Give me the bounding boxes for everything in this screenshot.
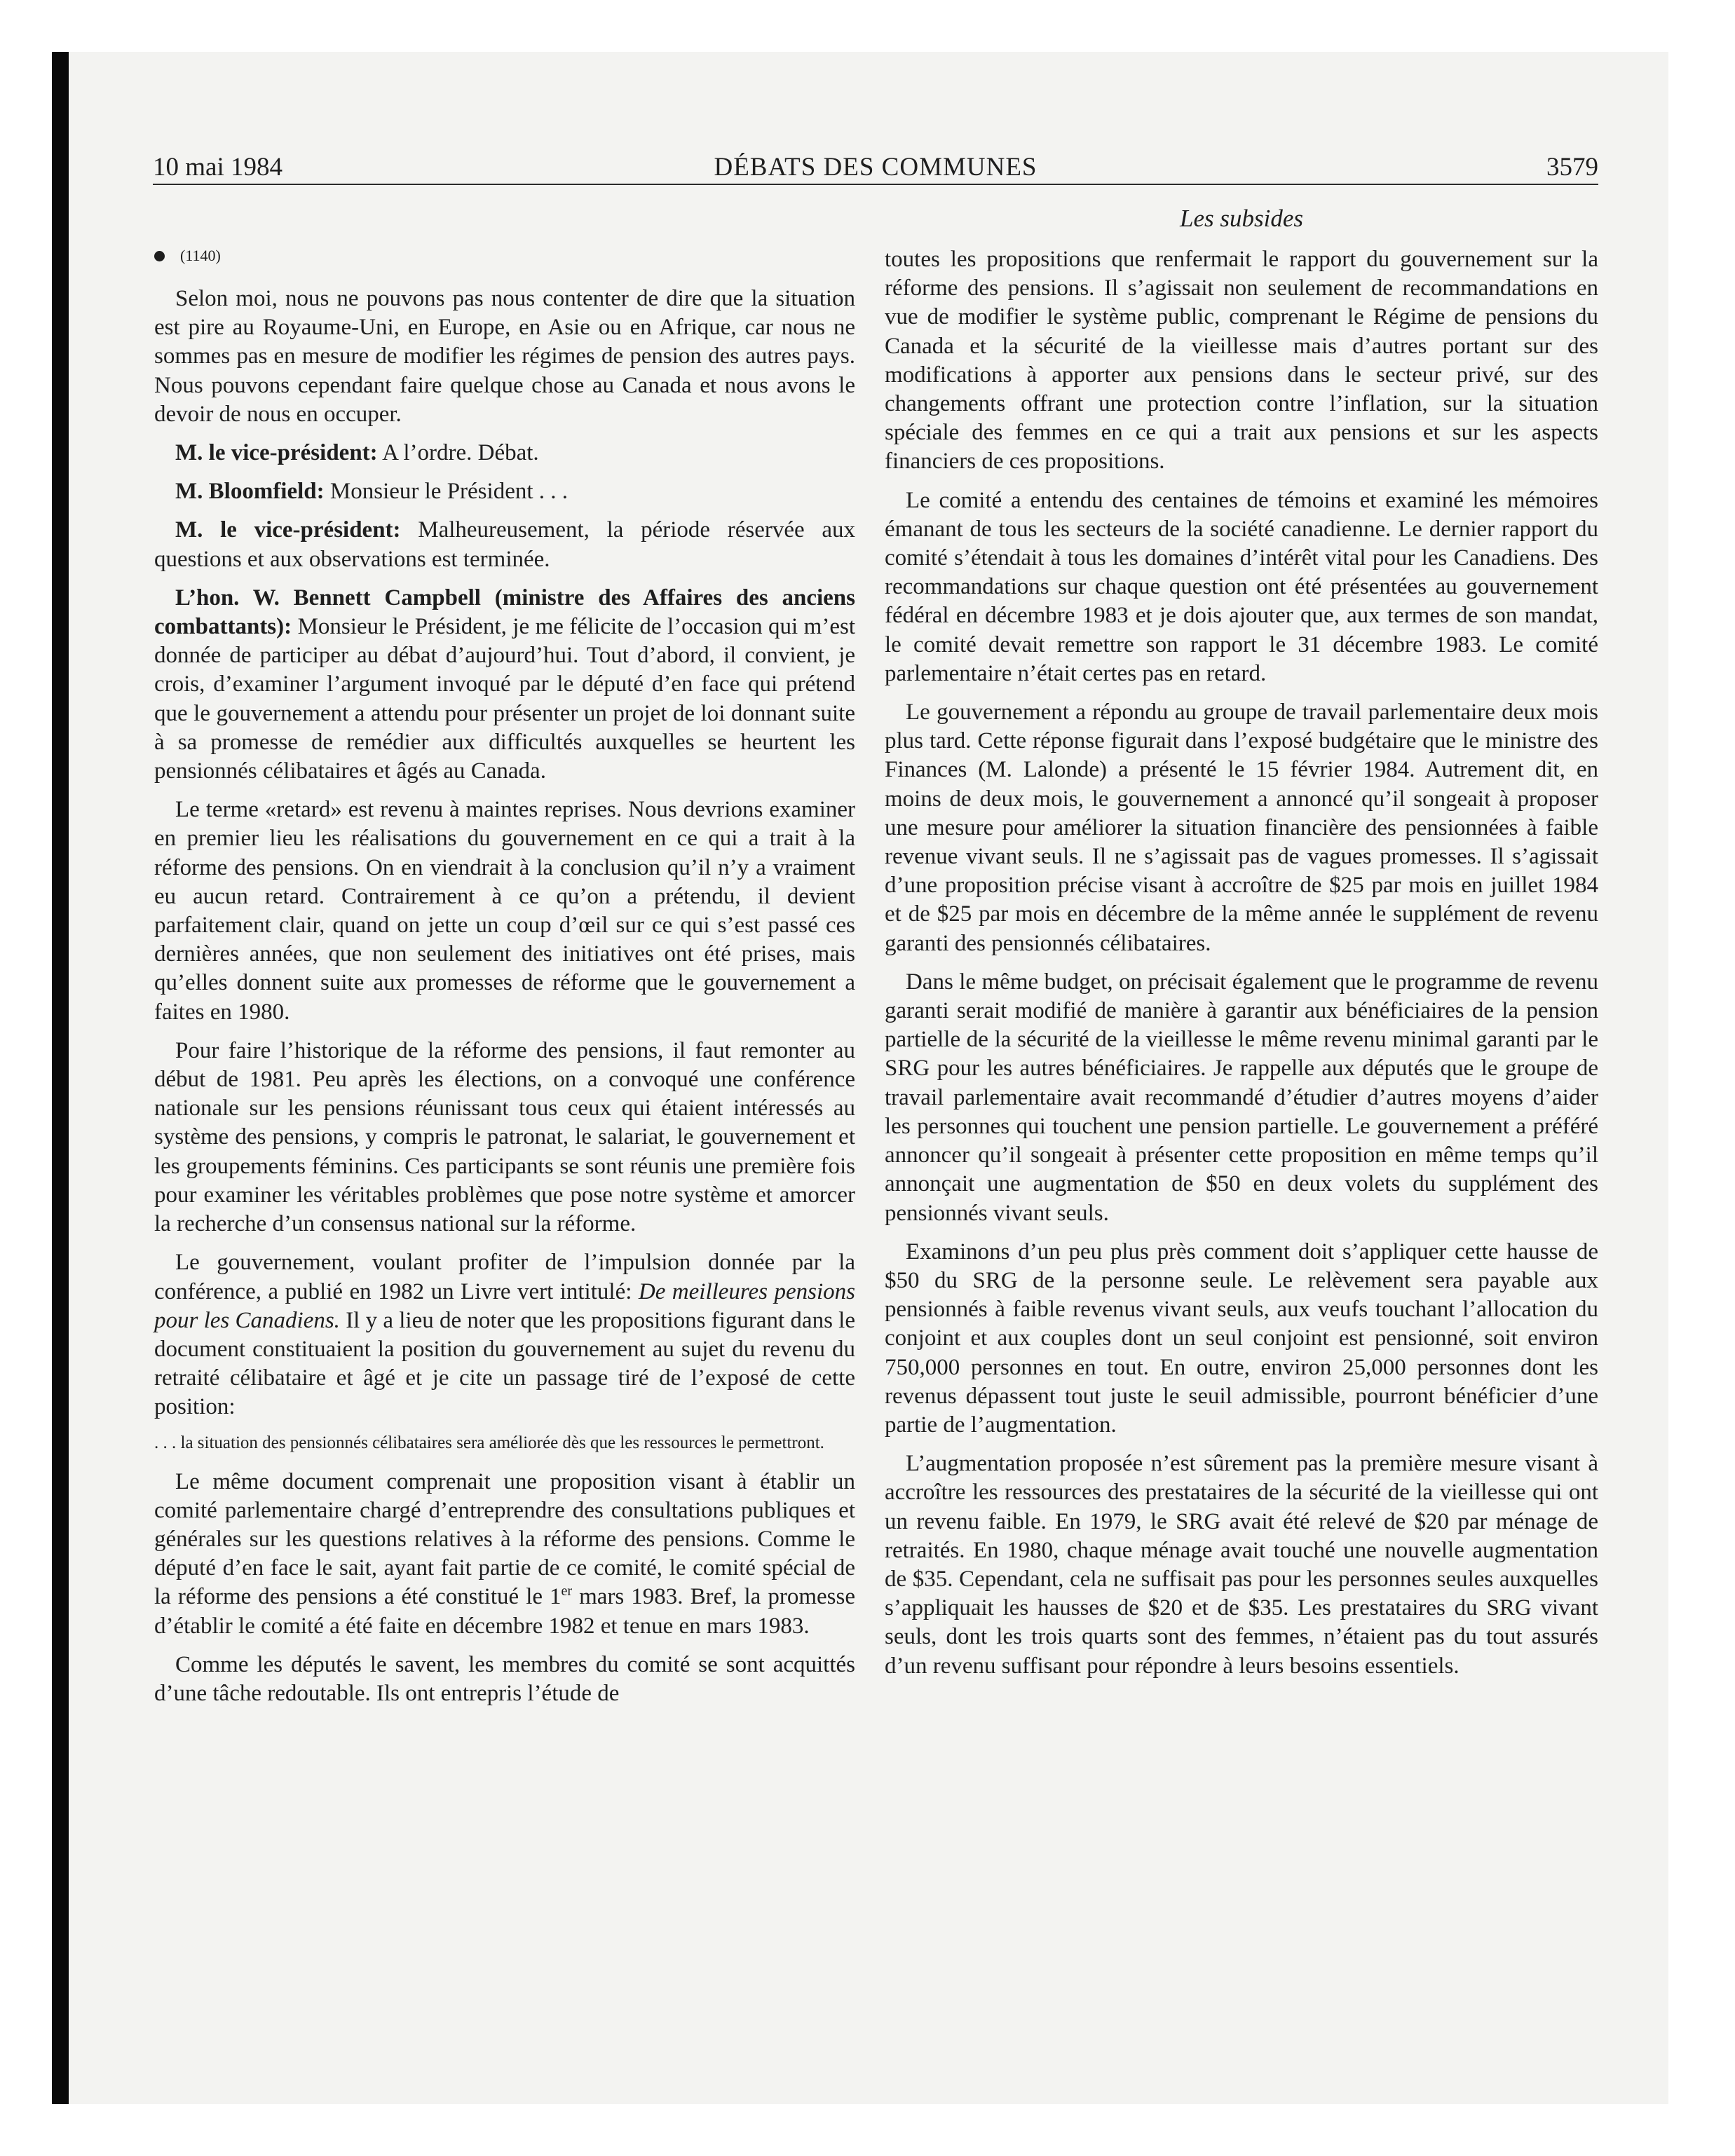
paragraph: L’augmentation proposée n’est sûrement pas la première mesure visant à accroître les ressources des prestataires de la sécurité de la vieillesse qui ont un revenu faible. En 1979, le SRG avait été relevé de $20 par ménage de retraités. En 1980, chaque ménage avait touché une nouvelle augmentation de $35. Cependant, cela ne suffisait pas pour les personnes seules auxquelles s’appliquait les hausses de $20 et de $35. Les prestataires du SRG vivant seuls, dont les trois quarts sont des femmes, n’étaient pas du tout assurés d’un revenu suffisant pour répondre à leurs besoins essentiels.	[885, 1451, 1598, 1679]
paragraph	[154, 584, 855, 786]
paragraph: Comme les députés le savent, les membres du comité se sont acquittés d’une tâche redoutable. Ils ont entrepris l’étude de	[154, 1651, 855, 1706]
speaker-name: M. le vice-président:	[175, 517, 401, 543]
header-date: 10 mai 1984	[153, 153, 283, 182]
speech-text: Monsieur le Président, je me félicite de l’occasion qui m’est donnée de participer au débat d’aujourd’hui. Tout d’abord, il convient, je crois, d’examiner l’argument invoqué par le député d’en face qui prétend que le gouvernement a attendu pour présenter un projet de loi donnant suite à sa promesse de remédier aux difficultés auxquelles se heurtent les pensionnés célibataires et âgés au Canada.	[154, 614, 855, 784]
paragraph: Pour faire l’historique de la réforme des pensions, il faut remonter au début de 1981. Peu après les élections, on a convoqué une conférence nationale sur les pensions réunissant tous ceux qui étaient intéressés au système des pensions, y compris le patronat, le salariat, le gouvernement et les groupements féminins. Ces participants se sont réunis une première fois pour examiner les véritables problèmes que pose notre système et amorcer la recherche d’un consensus national sur la réforme.	[154, 1037, 855, 1237]
document-title: De meilleures pensions pour les Canadiens.	[154, 1278, 856, 1333]
time-marker-text: (1140)	[180, 247, 221, 264]
page-number: 3579	[1546, 153, 1598, 182]
paragraph: Le gouvernement a répondu au groupe de travail parlementaire deux mois plus tard. Cette réponse figurait dans l’exposé budgétaire que le ministre des Finances (M. Lalonde) a présenté le 15 février 1984. Autrement dit, en moins de deux mois, le gouvernement a annoncé qu’il songeait à proposer une mesure pour améliorer la situation financière des pensionnées à faible revenue vivant seuls. Il ne s’agissait pas de vagues promesses. Il s’agissait d’une proposition précise visant à accroître de $25 par mois en juillet 1984 et de $25 par mois en décembre de la même année le supplément de revenu garanti des pensionnés célibataires.	[885, 700, 1598, 956]
left-column	[154, 245, 855, 1718]
scan-edge	[52, 52, 69, 2104]
block-quote: . . . la situation des pensionnés célibataires sera améliorée dès que les ressources le permettront.	[154, 1433, 824, 1452]
speech-text: A l’ordre. Débat.	[377, 440, 539, 466]
bullet-icon	[154, 251, 165, 261]
text-run: Il y a lieu de noter que les propositions figurant dans le document constituaient la position du gouvernement au sujet du revenu du retraité célibataire et âgé et je cite un passage tiré de l’exposé de cette position:	[154, 1307, 855, 1420]
paragraph	[154, 1248, 855, 1421]
paragraph: Le comité a entendu des centaines de témoins et examiné les mémoires émanant de tous les secteurs de la société canadienne. Le dernier rapport du comité s’étendait à tous les domaines d’intérêt vital pour les Canadiens. Des recommandations sur chaque question ont été présentées au gouvernement fédéral en décembre 1983 et je dois ajouter que, aux termes de son mandat, le comité devait remettre son rapport le 31 décembre 1983. Le comité parlementaire n’était certes pas en retard.	[885, 487, 1598, 686]
time-marker	[154, 245, 855, 266]
paragraph: Le terme «retard» est revenu à maintes reprises. Nous devrions examiner en premier lieu les réalisations du gouvernement en ce qui a trait à la réforme des pensions. On en viendrait à la conclusion qu’il n’y a vraiment eu aucun retard. Contrairement à ce qu’on a prétendu, il devient parfaitement clair, quand on jette un coup d’œil sur ce qui s’est passé ces dernières années, que non seulement des initiatives ont été prises, mais qu’elles donnent suite aux promesses de réforme que le gouvernement a faites en 1980.	[154, 797, 855, 1025]
paragraph	[154, 516, 855, 573]
paragraph	[154, 477, 855, 506]
header-rule	[153, 184, 1598, 185]
superscript: er	[561, 1583, 573, 1599]
paragraph: toutes les propositions que renfermait le rapport du gouvernement sur la réforme des pensions. Il s’agissait non seulement de recommandations en vue de modifier le système public, comprenant le Régime de pensions du Canada et la sécurité de la vieillesse mais d’autres portant sur des modifications à apporter aux pensions dans le secteur privé, sur des changements offrant une protection contre l’inflation, sur la situation spéciale des femmes en ce qui a trait aux pensions et sur les aspects financiers de ces propositions.	[885, 247, 1598, 475]
speech-text: Malheureusement, la période réservée aux questions et aux observations est terminée.	[154, 517, 855, 572]
paragraph	[154, 439, 855, 468]
page-header	[153, 147, 1598, 188]
speech-text: Monsieur le Président . . .	[324, 479, 569, 505]
speaker-name: M. le vice-président:	[175, 440, 378, 466]
paragraph: Dans le même budget, on précisait également que le programme de revenu garanti serait modifié de manière à garantir aux bénéficiaires de la pension partielle de la sécurité de la vieillesse le même revenu minimal garanti par le SRG pour les autres bénéficiaires. Je rappelle aux députés que le groupe de travail parlementaire avait recommandé d’étudier d’autres moyens d’aider les personnes qui touchent une pension partielle. Le gouvernement a préféré annoncer qu’il songeait à présenter cette proposition en même temps qu’il annonçait une augmentation de $50 en deux volets du supplément des pensionnés vivant seuls.	[885, 969, 1598, 1226]
speaker-name: M. Bloomfield:	[175, 479, 325, 505]
text-run: Le même document comprenait une proposition visant à établir un comité parlementaire chargé d’entreprendre des consultations publiques et générales sur les questions relatives à la réforme des pensions. Comme le député d’en face le sait, ayant fait partie de ce comité, le comité spécial de la réforme des pensions a été constitué le 1	[154, 1468, 855, 1610]
section-heading: Les subsides	[1180, 205, 1303, 232]
paragraph: Examinons d’un peu plus près comment doit s’appliquer cette hausse de $50 du SRG de la personne seule. Le relèvement sera payable aux pensionnés à faible revenus vivant seuls, aux veufs touchant l’allocation du conjoint et aux couples dont un seul conjoint est pensionné, soit environ 750,000 personnes en tout. En outre, environ 25,000 personnes dont les revenus dépassent tout juste le seuil admissible, pourront bénéficier d’une partie de l’augmentation.	[885, 1239, 1598, 1438]
speaker-name: L’hon. W. Bennett Campbell (ministre des Affaires des anciens combattants):	[154, 585, 855, 640]
text-run: Le gouvernement, voulant profiter de l’impulsion donnée par la conférence, a publié en 1982 un Livre vert intitulé:	[154, 1250, 855, 1304]
paragraph	[154, 1468, 855, 1641]
header-title: DÉBATS DES COMMUNES	[714, 153, 1037, 182]
text-run: mars 1983. Bref, la promesse d’établir le comité a été faite en décembre 1982 et tenue en mars 1983.	[154, 1584, 855, 1639]
right-column	[885, 245, 1598, 1691]
paragraph: Selon moi, nous ne pouvons pas nous contenter de dire que la situation est pire au Royaume-Uni, en Europe, en Asie ou en Afrique, car nous ne sommes pas en mesure de modifier les régimes de pension des autres pays. Nous pouvons cependant faire quelque chose au Canada et nous avons le devoir de nous en occuper.	[154, 286, 855, 427]
